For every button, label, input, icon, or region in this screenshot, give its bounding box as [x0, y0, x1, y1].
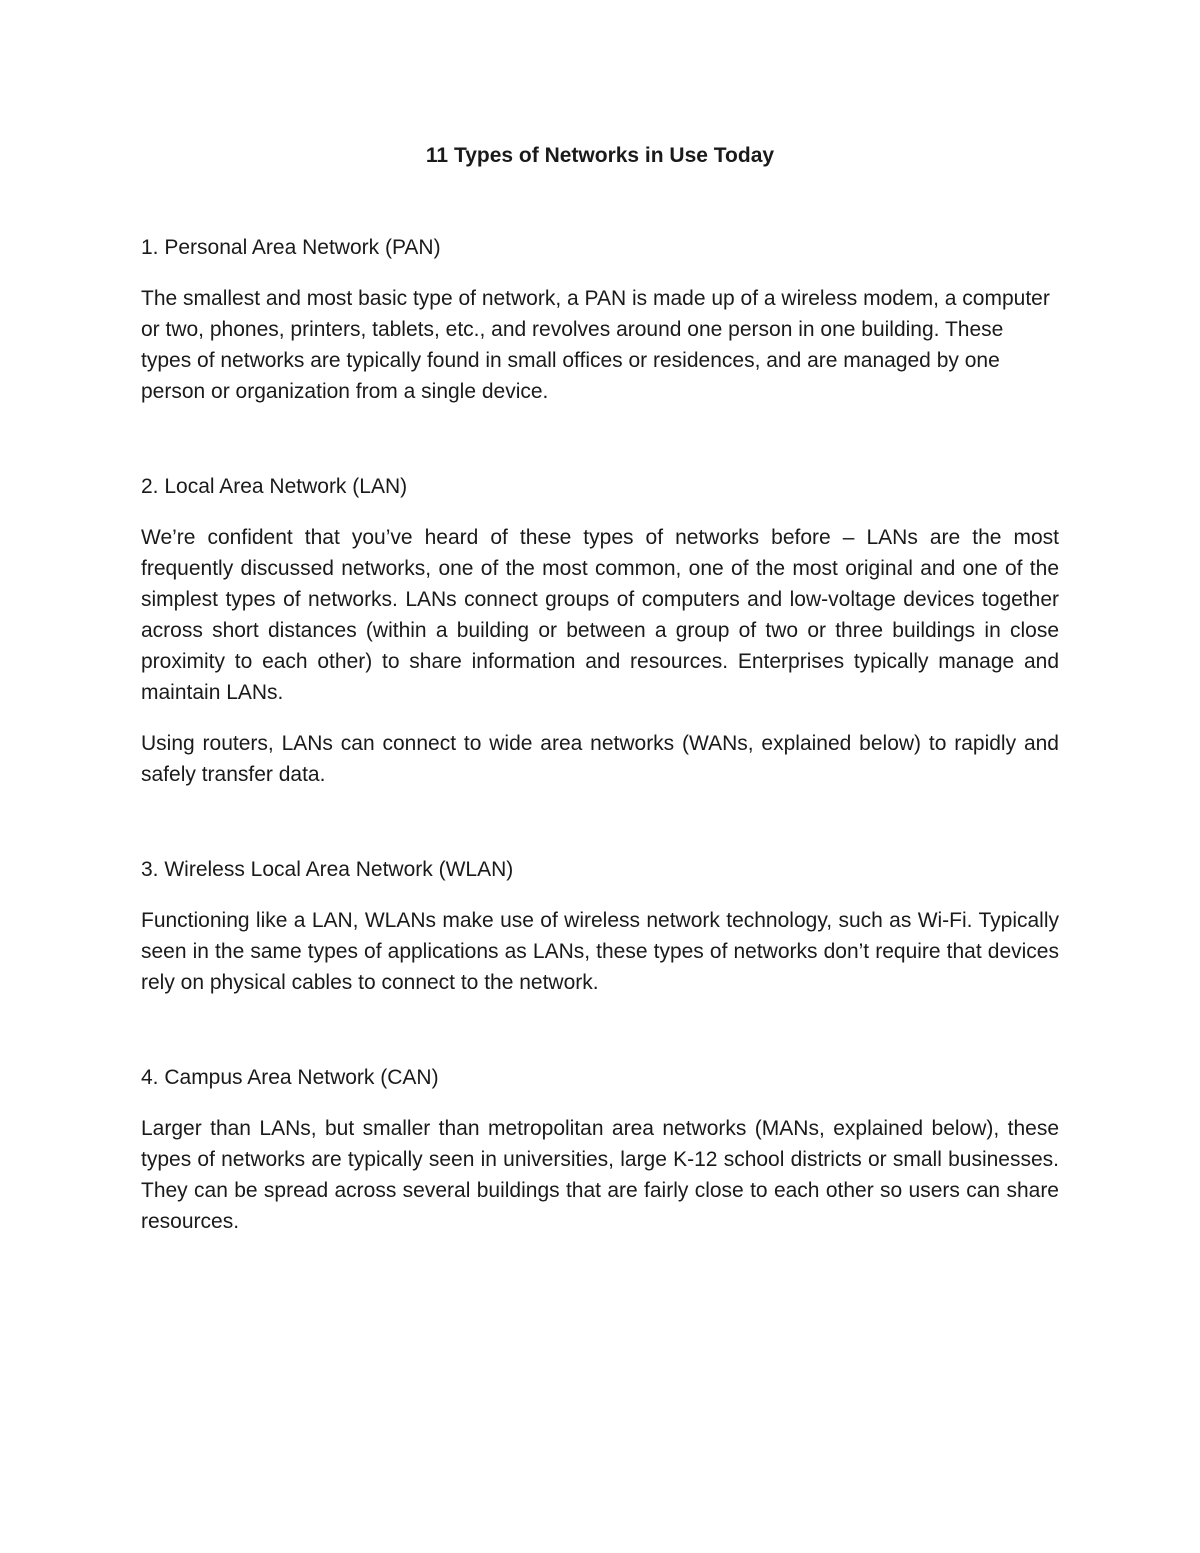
section-wlan [141, 854, 1059, 998]
section-heading: 1. Personal Area Network (PAN) [141, 236, 441, 259]
section-heading: 2. Local Area Network (LAN) [141, 475, 408, 498]
document-title: 11 Types of Networks in Use Today [425, 144, 775, 167]
section-lan [141, 471, 1059, 790]
section-paragraph: Using routers, LANs can connect to wide area networks (WANs, explained below) to rapidly and safely transfer data. [141, 732, 1059, 786]
section-paragraph: We’re confident that you’ve heard of these types of networks before – LANs are the most frequently discussed networks, one of the most common, one of the most original and one of the simplest types of networks. LANs connect groups of computers and low-voltage devices together across short distances (within a building or between a group of two or three buildings in close proximity to each other) to share information and resources. Enterprises typically manage and maintain LANs. [141, 526, 1059, 704]
section-heading: 4. Campus Area Network (CAN) [141, 1066, 439, 1089]
section-paragraph: Larger than LANs, but smaller than metropolitan area networks (MANs, explained below), these types of networks are typically seen in universities, large K-12 school districts or small businesses. They can be spread across several buildings that are fairly close to each other so users can share resources. [141, 1117, 1059, 1233]
section-paragraph: The smallest and most basic type of network, a PAN is made up of a wireless modem, a computer or two, phones, printers, tablets, etc., and revolves around one person in one building. These types of networks are typically found in small offices or residences, and are managed by one person or organization from a single device. [141, 287, 1050, 403]
section-paragraph: Functioning like a LAN, WLANs make use of wireless network technology, such as Wi-Fi. Typically seen in the same types of applications as LANs, these types of networks don’t require that devices rely on physical cables to connect to the network. [141, 909, 1059, 994]
section-heading: 3. Wireless Local Area Network (WLAN) [141, 858, 514, 881]
section-can [141, 1062, 1059, 1237]
section-pan [141, 232, 1059, 407]
document-page [141, 138, 1059, 1237]
